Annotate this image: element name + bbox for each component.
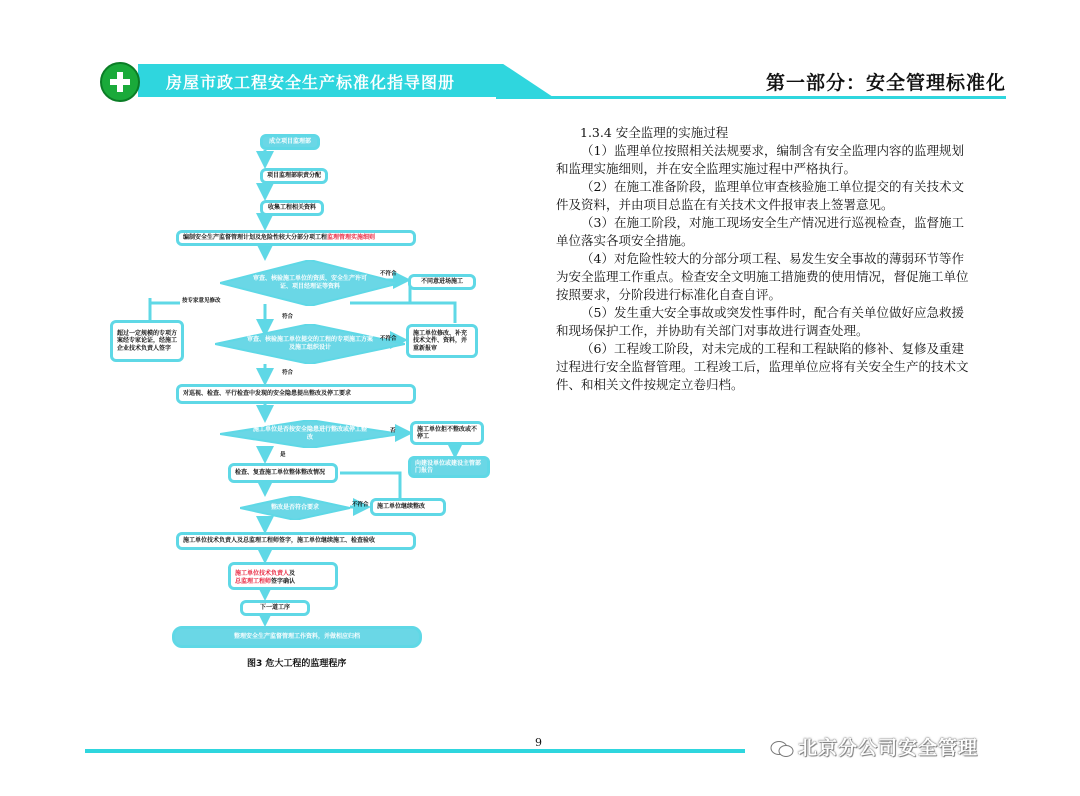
paragraph-3: （3）在施工阶段，对施工现场安全生产情况进行巡视检查，监督施工单位落实各项安全措施。 [556,215,964,248]
paragraph-1: （1）监理单位按照相关法规要求，编制含有安全监理内容的监理规划和监理实施细则，并在安全监理实施过程中严格执行。 [556,143,964,176]
watermark-text: 北京分公司安全管理 [798,737,979,759]
header-rule [496,96,1006,99]
flow-node-start: 成立项目监理部 [260,134,320,150]
flow-node-continue-fix: 施工单位继续整改 [370,498,446,516]
paragraph-4: （4）对危险性较大的分部分项工程、易发生安全事故的薄弱环节等作为安全监理工作重点。检查安全文明施工措施费的使用情况，督促施工单位按照要求，分阶段进行标准化自查自评。 [556,251,969,302]
header-left-title: 房屋市政工程安全生产标准化指导图册 [166,73,456,92]
flow-node-reject-entry: 不同意进场施工 [408,274,476,290]
footer-rule [85,749,745,753]
figure-caption: 图3 危大工程的监理程序 [247,659,347,669]
page-header [96,62,1006,100]
paragraph-5: （5）发生重大安全事故或突发性事件时，配合有关单位做好应急救援和现场保护工作，并协助有关部门对事故进行调查处理。 [556,305,964,338]
header-right-title: 第一部分：安全管理标准化 [765,72,1006,94]
label-yes-1: 符合 [282,314,294,320]
flow-node-revise-resubmit: 施工单位修改、补充技术文件、资料，并重新报审 [406,324,478,358]
green-cross-logo-icon [100,62,140,102]
label-yes-3: 是 [280,452,286,458]
page-number: 9 [535,736,542,749]
flow-node-recheck: 检查、复查施工单位整体整改情况 [228,463,338,483]
section-heading: 1.3.4 安全监理的实施过程 [580,125,729,140]
flow-node-confirm: 施工单位技术负责人及 总监理工程师签字确认 [228,562,338,590]
flow-node-archive: 整理安全生产监督管理工作资料，并做相应归档 [172,626,422,648]
label-yes-2: 符合 [282,370,294,376]
label-expert-revise: 按专家意见修改 [182,298,221,304]
flow-decision-plan-review: 审查、核验施工单位提交的工程的专项施工方案及施工组织设计 [215,324,405,364]
label-no-2: 不符合 [380,336,397,342]
wechat-icon [770,740,794,758]
flow-node-plan: 编制安全生产监督管理计划及危险性较大分部分项工程 监理管理实施细则 [176,230,416,246]
flow-decision-qualification: 审查、核验施工单位的资质、安全生产许可证、项目经理证等资料 [220,260,400,306]
flow-node-duties: 项目监理部职责分配 [260,168,328,184]
flow-node-expert-review: 超过一定规模的专项方案经专家论证，经施工企业技术负责人签字 [110,320,184,362]
flow-node-next: 下一道工序 [240,600,310,616]
flow-decision-rectify: 施工单位是否按安全隐患进行整改或停工整改 [220,420,400,448]
label-no-3: 否 [390,428,396,434]
flow-node-report: 向建设单位或建设主管部门报告 [408,456,490,478]
flow-node-collect: 收集工程相关资料 [260,200,324,216]
flowchart [110,128,530,668]
watermark [770,733,978,760]
label-no-1: 不符合 [380,271,397,277]
body-text [556,124,976,394]
flow-node-supervise: 对巡视、检查、平行检查中发现的安全隐患提出整改及停工要求 [176,384,416,404]
flow-node-refuse: 施工单位拒不整改或不停工 [410,421,484,445]
paragraph-2: （2）在施工准备阶段，监理单位审查核验施工单位提交的有关技术文件及资料，并由项目总监在有关技术文件报审表上签署意见。 [556,179,964,212]
paragraph-6: （6）工程竣工阶段，对未完成的工程和工程缺陷的修补、复修及重建过程进行安全监督管理。工程竣工后，监理单位应将有关安全生产的技术文件、和相关文件按规定立卷归档。 [556,341,969,392]
label-no-4: 不符合 [352,502,369,508]
flow-decision-compliant: 整改是否符合要求 [240,496,350,520]
flow-node-sign-continue: 施工单位技术负责人及总监理工程师签字，施工单位继续施工、检查验收 [176,532,416,550]
